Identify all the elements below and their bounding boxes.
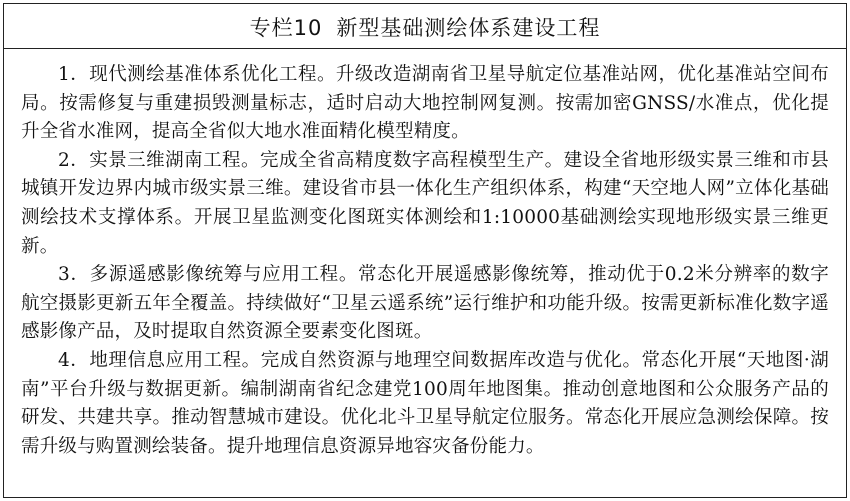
item-heading: 实景三维湖南工程。 bbox=[89, 149, 261, 171]
item-heading: 多源遥感影像统筹与应用工程。 bbox=[89, 264, 359, 286]
item-paragraph-2 bbox=[21, 147, 829, 261]
item-paragraph-1 bbox=[21, 61, 829, 147]
item-heading: 现代测绘基准体系优化工程。 bbox=[89, 64, 336, 85]
item-number: 4． bbox=[58, 349, 90, 371]
column-title-text: 新型基础测绘体系建设工程 bbox=[336, 16, 601, 40]
item-body: 常态化开展遥感影像统筹，推动优于0.2米分辨率的数字航空摄影更新五年全覆盖。持续做好“卫星云遥系统”运行维护和功能升级。按需更新标准化数字遥感影像产品，及时提取自然资源全要素变化图斑。 bbox=[21, 264, 830, 343]
item-number: 2． bbox=[58, 149, 90, 171]
item-body: 完成自然资源与地理空间数据库改造与优化。常态化开展“天地图·湖南”平台升级与数据更新。编制湖南省纪念建党100周年地图集。推动创意地图和公众服务产品的研发、共建共享。推动智慧城市建设。优化北斗卫星导航定位服务。常态化开展应急测绘保障。按需升级与购置测绘装备。提升地理信息资源异地容灾备份能力。 bbox=[21, 349, 829, 457]
item-body: 升级改造湖南省卫星导航定位基准站网，优化基准站空间布局。按需修复与重建损毁测量标志，适时启动大地控制网复测。按需加密GNSS/水准点，优化提升全省水准网，提高全省似大地水准面精化模型精度。 bbox=[21, 64, 830, 143]
item-paragraph-3 bbox=[21, 261, 829, 347]
column-title bbox=[4, 4, 846, 49]
item-paragraph-4 bbox=[21, 347, 829, 461]
item-heading: 地理信息应用工程。 bbox=[89, 349, 261, 371]
column-label: 专栏10 bbox=[249, 16, 323, 40]
item-number: 3． bbox=[58, 264, 90, 286]
column-content bbox=[4, 49, 846, 461]
item-number: 1． bbox=[58, 64, 90, 85]
item-body: 完成全省高精度数字高程模型生产。建设全省地形级实景三维和市县城镇开发边界内城市级实景三维。建设省市县一体化生产组织体系，构建“天空地人网”立体化基础测绘技术支撑体系。开展卫星监测变化图斑实体测绘和1:10000基础测绘实现地形级实景三维更新。 bbox=[21, 149, 829, 257]
column-box bbox=[3, 3, 847, 498]
